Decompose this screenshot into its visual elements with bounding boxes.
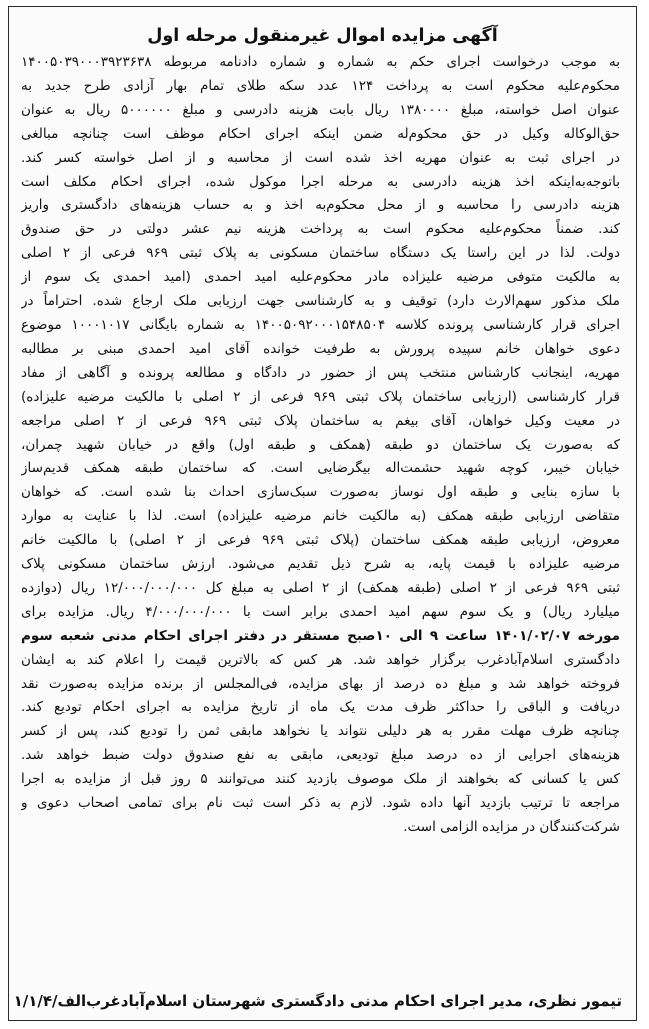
notice-line: چنانچه ظرف مهلت مقرر به هر دلیلی نتواند یا نخواهد مابقی ثمن را تودیع کند، پس از کسر [21,723,620,740]
notice-line: هزینه‌های اجرایی از ده درصد مبلغ تودیعی، مابقی به نفع صندوق دولت ضبط خواهد شد. [21,747,620,764]
reference-code: ۱/۱/۴/الف [13,992,87,1010]
notice-line: دعوی خواهان خانم سپیده پرورش به طرفیت خوانده آقای امید احمدی مبنی بر مطالبه [21,340,620,357]
notice-line: با سازه بنایی و طبقه اول نوساز به‌صورت سبک‌سازی احداث بنا شده است. که خواهان [21,484,620,501]
notice-line: مهریه، اینجانب کارشناس منتخب پس از حضور در دادگاه و مطالعه پرونده و آگاهی از مفاد [21,364,620,381]
notice-line: عنوان اصل خواسته، مبلغ ۱۳۸۰۰۰۰ ریال بابت هزینه دادرسی و مبلغ ۵۰۰۰۰۰۰ ریال به عنوان [21,101,620,118]
notice-body [21,51,620,840]
notice-line: در معیت وکیل خواهان، آقای بیغم به ساختمان پلاک ثبتی ۹۶۹ فرعی از ۲ اصلی مراجعه [21,412,620,429]
notice-line: اجرای قرار کارشناسی پرونده کلاسه ۱۴۰۰۵۰۹۲۰۰۰۱۵۴۸۵۰۴ به شماره بایگانی ۱۰۰۰۱۰۱۷ موضوع [21,316,620,333]
notice-line: کند. ضمناً محکوم‌علیه محکوم است به پرداخت هزینه نیم عشر دولتی در حق صندوق [21,221,620,238]
notice-line: قرار کارشناسی (ارزیابی ساختمان پلاک ثبتی ۹۶۹ فرعی از ۲ اصلی با مالکیت مرضیه علیزاده) [21,388,620,405]
notice-line: میلیارد ریال) و یک سوم سهم امید احمدی برابر است با ۴/۰۰۰/۰۰۰/۰۰۰ ریال. مزایده برای [21,603,620,620]
notice-line: دولت. لذا در این راستا یک دستگاه ساختمان مسکونی به پلاک ثبتی ۹۶۹ فرعی از ۲ اصلی [21,245,620,262]
notice-line: فروخته خواهد شد و مبلغ ده درصد از بهای مزایده، فی‌المجلس از برنده مزایده به‌صورت نقد [21,675,620,692]
notice-line: مرضیه علیزاده با قیمت پایه، به شرح ذیل تقدیم می‌شود. ارزش ساختمان مسکونی پلاک [21,556,620,573]
notice-line: باتوجه‌به‌اینکه اخذ هزینه دادرسی به مرحله اجرا موکول شده، اجرای احکام مکلف است [21,173,620,190]
notice-line: به مالکیت متوفی مرضیه علیزاده مادر محکوم‌علیه امید احمدی (امید احمدی یک سوم از [21,269,620,286]
notice-line: مورخه ۱۴۰۱/۰۲/۰۷ ساعت ۹ الی ۱۰صبح مستقر در دفتر اجرای احکام مدنی شعبه سوم [21,627,620,644]
notice-line: دادگستری اسلام‌آبادغرب برگزار خواهد شد. هر کس که بالاترین قیمت را اعلام کند به ایشان [21,651,620,668]
notice-line: محکوم‌علیه محکوم است به پرداخت ۱۲۴ عدد سکه طلای تمام بهار آزادی طرح جدید به [21,77,620,94]
notice-line: خیابان خیبر، کوچه شهید حشمت‌اله بیگرضایی است. که ساختمان طبقه همکف قدیم‌ساز [21,460,620,477]
notice-line: شرکت‌کنندگان در مزایده الزامی است. [403,819,620,835]
notice-line: حق‌الوکاله وکیل در حق محکوم‌له ضمن اینکه اجرای احکام موظف است چنانچه مبالغی [21,125,620,142]
notice-title: آگهی مزایده اموال غیرمنقول مرحله اول [147,26,498,46]
notice-line: که به‌صورت یک ساختمان دو طبقه (همکف و طبقه اول) واقع در خیابان شهید چمران، [21,436,620,453]
notice-line: معروض، ارزیابی طبقه همکف ساختمان (پلاک ثبتی ۹۶۹ فرعی از ۲ اصلی) با مالکیت خانم [21,532,620,549]
notice-footer [13,992,622,1010]
signer-text: تیمور نظری، مدیر اجرای احکام مدنی دادگستری شهرستان اسلام‌آبادغرب [86,992,622,1010]
notice-line: در اجرای ثبت به عنوان مهریه اخذ شده است از محاسبه و از اصل خواسته کسر کند. [21,149,620,166]
notice-line: هزینه دادرسی را محاسبه و از محل محکوم‌به اخذ و به حساب هزینه‌های دادگستری واریز [21,197,620,214]
notice-line: ثبتی ۹۶۹ فرعی از ۲ اصلی (طبقه همکف) از ۲ اصلی به مبلغ کل ۱۲/۰۰۰/۰۰۰/۰۰۰ ریال (دوازده [21,579,620,596]
notice-line: کس یا کسانی که بخواهند از ملک موصوف بازدید کنند می‌توانند ۵ روز قبل از مزایده به اجرا [21,771,620,788]
notice-frame [8,6,637,1021]
notice-line: ملک مذکور سهم‌الارث دارد) توقیف و به کارشناسی جهت ارزیابی ملک ارجاع شده. احتراماً در [21,293,620,310]
notice-line: مراجعه تا ترتیب بازدید آنها داده شود. لازم به ذکر است ثبت نام برای تمامی اصحاب دعوی و [21,795,620,812]
notice-line: به موجب درخواست اجرای حکم به شماره و شماره دادنامه مربوطه ۱۴۰۰۵۰۳۹۰۰۰۳۹۲۳۶۳۸ [21,54,620,70]
notice-line: دریافت و الباقی را حداکثر ظرف مدت یک ماه از تاریخ مزایده به اجرای احکام تودیع کند. [21,699,620,716]
notice-line: متقاضی ارزیابی طبقه همکف (به مالکیت خانم مرضیه علیزاده) است. لذا با عنایت به موارد [21,508,620,525]
